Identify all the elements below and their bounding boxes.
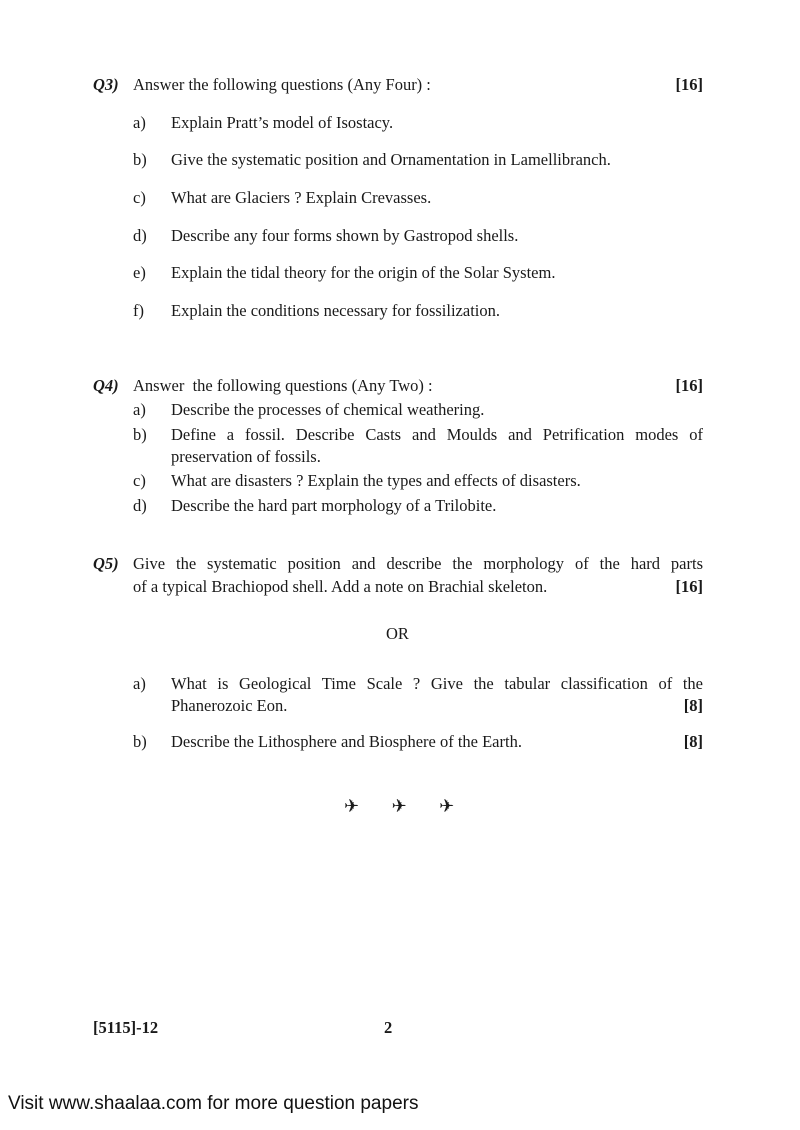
q3d-letter: d)	[133, 226, 147, 245]
or-separator: OR	[386, 624, 409, 643]
q3f-text: Explain the conditions necessary for fossilization.	[171, 301, 501, 320]
paper-code: [5115]-12	[93, 1018, 159, 1037]
q4-title: Answer the following questions (Any Two) :	[133, 376, 433, 395]
q4a-text: Describe the processes of chemical weathering.	[171, 400, 485, 419]
q5b-marks: [8]	[683, 732, 703, 751]
q5b-letter: b)	[133, 732, 147, 751]
q4d-letter: d)	[133, 496, 147, 515]
q3-title: Answer the following questions (Any Four) :	[133, 75, 431, 94]
q5a-text-cont: Phanerozoic Eon.	[171, 696, 288, 715]
q4-label: Q4)	[93, 376, 119, 395]
promo-link[interactable]: Visit www.shaalaa.com for more question papers	[8, 1093, 419, 1114]
q5a-text: What is Geological Time Scale ? Give the tabular classification of the	[171, 674, 703, 693]
q3-label: Q3)	[93, 75, 119, 94]
q3b-text: Give the systematic position and Ornamentation in Lamellibranch.	[171, 150, 611, 169]
q3d-text: Describe any four forms shown by Gastropod shells.	[171, 226, 519, 245]
q3f-letter: f)	[133, 301, 144, 320]
q5-text-cont: of a typical Brachiopod shell. Add a note on Brachial skeleton.	[133, 577, 548, 596]
q4b-text-cont: preservation of fossils.	[171, 447, 321, 466]
q5-label: Q5)	[93, 554, 119, 573]
q4-marks: [16]	[675, 376, 703, 395]
q4c-text: What are disasters ? Explain the types and effects of disasters.	[171, 471, 581, 490]
q4b-letter: b)	[133, 425, 147, 444]
q3a-letter: a)	[133, 113, 146, 132]
q4b-text: Define a fossil. Describe Casts and Moulds and Petrification modes of	[171, 425, 703, 444]
q3c-text: What are Glaciers ? Explain Crevasses.	[171, 188, 432, 207]
q4a-letter: a)	[133, 400, 146, 419]
q4d-text: Describe the hard part morphology of a Trilobite.	[171, 496, 497, 515]
q5a-marks: [8]	[683, 696, 703, 715]
q5b-text: Describe the Lithosphere and Biosphere of the Earth.	[171, 732, 522, 751]
page-number: 2	[384, 1018, 393, 1037]
q4c-letter: c)	[133, 471, 146, 490]
q5-marks: [16]	[675, 577, 703, 596]
q3-marks: [16]	[675, 75, 703, 94]
q5-text: Give the systematic position and describe the morphology of the hard parts	[133, 554, 703, 573]
end-marker-icons: ✈ ✈ ✈	[344, 796, 469, 816]
q5a-letter: a)	[133, 674, 146, 693]
q3e-text: Explain the tidal theory for the origin of the Solar System.	[171, 263, 556, 282]
q3c-letter: c)	[133, 188, 146, 207]
q3a-text: Explain Pratt’s model of Isostacy.	[171, 113, 394, 132]
q3e-letter: e)	[133, 263, 146, 282]
q3b-letter: b)	[133, 150, 147, 169]
